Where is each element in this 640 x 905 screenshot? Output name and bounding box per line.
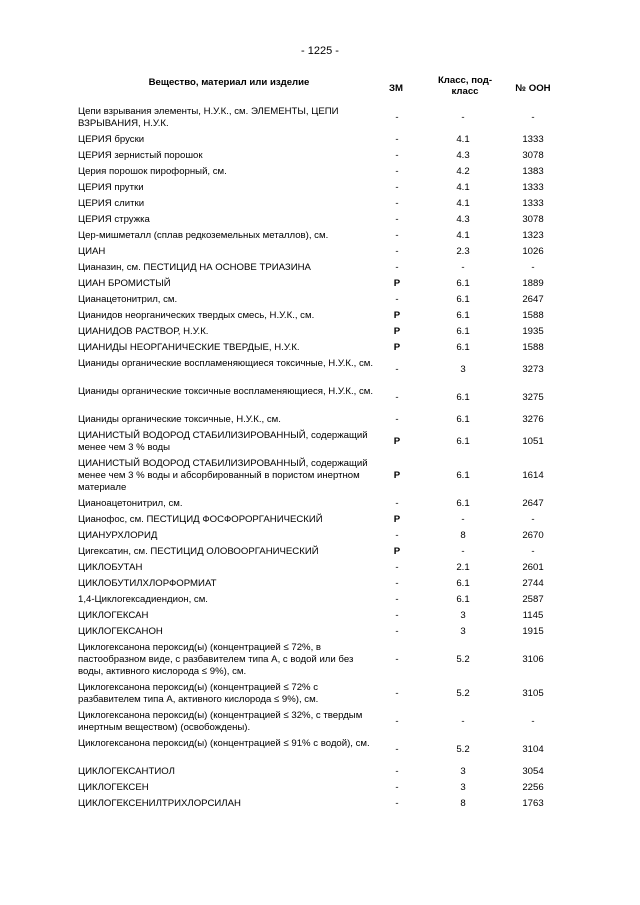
table-row	[78, 456, 558, 496]
row-class: 6.1	[456, 436, 470, 447]
row-class: 6.1	[456, 578, 470, 589]
table-row	[78, 640, 558, 680]
row-un-number: 1614	[522, 470, 544, 481]
table-row	[78, 412, 558, 428]
row-substance: Цианофос, см. ПЕСТИЦИД ФОСФОРОРГАНИЧЕСКИЙ	[78, 514, 323, 525]
row-zm: -	[395, 716, 399, 727]
table-row	[78, 244, 558, 260]
table-header	[78, 75, 558, 103]
table-row	[78, 560, 558, 576]
row-class: 5.2	[456, 688, 470, 699]
row-class: 4.1	[456, 198, 470, 209]
row-substance: ЦИАНИСТЫЙ ВОДОРОД СТАБИЛИЗИРОВАННЫЙ, содержащий менее чем 3 % воды	[78, 430, 368, 453]
row-class: 3	[460, 364, 466, 375]
row-class: 6.1	[456, 326, 470, 337]
table-row	[78, 212, 558, 228]
row-un-number: 2601	[522, 562, 544, 573]
row-class: 2.1	[456, 562, 470, 573]
row-class: 6.1	[456, 470, 470, 481]
row-zm: -	[395, 744, 399, 755]
row-substance: Церия порошок пирофорный, см.	[78, 166, 227, 177]
header-class	[430, 75, 500, 97]
row-zm: -	[395, 798, 399, 809]
row-class: 6.1	[456, 498, 470, 509]
page-number: - 1225 -	[301, 45, 339, 57]
row-substance: Цианидов неорганических твердых смесь, Н.У.К., см.	[78, 310, 315, 321]
row-substance: ЦЕРИЯ прутки	[78, 182, 144, 193]
table-row	[78, 496, 558, 512]
table-row	[78, 680, 558, 708]
row-zm: -	[395, 688, 399, 699]
row-un-number: 1333	[522, 134, 544, 145]
row-un-number: 1145	[522, 610, 544, 621]
row-substance: ЦИАН	[78, 246, 106, 257]
row-substance: ЦЕРИЯ слитки	[78, 198, 145, 209]
table-row	[78, 708, 558, 736]
table-row	[78, 736, 558, 764]
row-un-number: 1333	[522, 182, 544, 193]
row-substance: ЦИАНИСТЫЙ ВОДОРОД СТАБИЛИЗИРОВАННЫЙ, содержащий менее чем 3 % воды и абсорбированный в пористом инертном материале	[78, 458, 368, 493]
row-un-number: 3104	[522, 744, 544, 755]
header-class-line1: Класс, под-	[437, 75, 493, 86]
row-substance: ЦИАНИДОВ РАСТВОР, Н.У.К.	[78, 326, 209, 337]
row-un-number: -	[531, 514, 535, 525]
row-un-number: 2744	[522, 578, 544, 589]
row-zm: -	[395, 230, 399, 241]
row-zm: -	[395, 610, 399, 621]
table-row	[78, 324, 558, 340]
row-zm: -	[395, 294, 399, 305]
row-zm: P	[393, 546, 401, 557]
row-class: 3	[460, 782, 466, 793]
row-zm: P	[393, 326, 401, 337]
row-un-number: 3078	[522, 150, 544, 161]
row-un-number: 3276	[522, 414, 544, 425]
row-substance: Цианиды органические токсичные воспламеняющиеся, Н.У.К., см.	[78, 386, 374, 397]
row-zm: -	[395, 530, 399, 541]
table-row	[78, 512, 558, 528]
row-class: 6.1	[456, 310, 470, 321]
row-zm: -	[395, 150, 399, 161]
row-zm: -	[395, 134, 399, 145]
row-class: 2.3	[456, 246, 470, 257]
row-substance: Циклогексанона пероксид(ы) (концентрацией ≤ 72% с разбавителем типа A, активного кислорода ≤ 9%), см.	[78, 682, 319, 705]
table-row	[78, 340, 558, 356]
row-zm: -	[395, 594, 399, 605]
row-class: 8	[460, 798, 466, 809]
row-substance: ЦИКЛОБУТАН	[78, 562, 143, 573]
row-class: 3	[460, 766, 466, 777]
row-class: 4.1	[456, 134, 470, 145]
row-zm: -	[395, 262, 399, 273]
row-class: 8	[460, 530, 466, 541]
row-un-number: 2256	[522, 782, 544, 793]
row-substance: Циклогексанона пероксид(ы) (концентрацией ≤ 32%, с твердым инертным веществом) (освобождены).	[78, 710, 363, 733]
row-zm: -	[395, 182, 399, 193]
row-substance: ЦИКЛОГЕКСЕН	[78, 782, 149, 793]
row-class: 4.3	[456, 214, 470, 225]
row-un-number: 3273	[522, 364, 544, 375]
row-substance: ЦИКЛОГЕКСЕНИЛТРИХЛОРСИЛАН	[78, 798, 241, 809]
table-row	[78, 180, 558, 196]
row-un-number: -	[531, 262, 535, 273]
row-un-number: 3106	[522, 654, 544, 665]
row-un-number: 2670	[522, 530, 544, 541]
row-un-number: 2647	[522, 498, 544, 509]
row-substance: Цианацетонитрил, см.	[78, 294, 178, 305]
row-substance: Циклогексанона пероксид(ы) (концентрацией ≤ 91% с водой), см.	[78, 738, 370, 749]
row-un-number: 1323	[522, 230, 544, 241]
table-body	[78, 104, 558, 812]
row-un-number: 3275	[522, 392, 544, 403]
row-substance: ЦИАНУРХЛОРИД	[78, 530, 158, 541]
row-substance: ЦЕРИЯ зернистый порошок	[78, 150, 203, 161]
row-zm: -	[395, 578, 399, 589]
row-class: 3	[460, 626, 466, 637]
row-zm: -	[395, 626, 399, 637]
table-row	[78, 132, 558, 148]
row-zm: -	[395, 782, 399, 793]
row-un-number: 1051	[522, 436, 544, 447]
row-substance: Цианазин, см. ПЕСТИЦИД НА ОСНОВЕ ТРИАЗИНА	[78, 262, 311, 273]
row-class: -	[461, 546, 465, 557]
table-row	[78, 384, 558, 412]
row-un-number: 2587	[522, 594, 544, 605]
row-substance: ЦИКЛОГЕКСАНОН	[78, 626, 163, 637]
row-zm: P	[393, 436, 401, 447]
table-row	[78, 260, 558, 276]
row-un-number: -	[531, 112, 535, 123]
row-un-number: 3054	[522, 766, 544, 777]
row-class: -	[461, 262, 465, 273]
table-row	[78, 148, 558, 164]
row-substance: Цианиды органические воспламеняющиеся токсичные, Н.У.К., см.	[78, 358, 374, 369]
row-un-number: 2647	[522, 294, 544, 305]
table-row	[78, 276, 558, 292]
row-un-number: 3105	[522, 688, 544, 699]
row-un-number: 1588	[522, 342, 544, 353]
row-class: 4.2	[456, 166, 470, 177]
row-zm: -	[395, 198, 399, 209]
row-substance: ЦИКЛОГЕКСАНТИОЛ	[78, 766, 175, 777]
table-row	[78, 576, 558, 592]
row-un-number: 1935	[522, 326, 544, 337]
header-zm: ЗМ	[388, 83, 403, 94]
table-row	[78, 104, 558, 132]
table-row	[78, 592, 558, 608]
row-zm: -	[395, 414, 399, 425]
row-substance: ЦИКЛОБУТИЛХЛОРФОРМИАТ	[78, 578, 217, 589]
row-substance: Цер-мишметалл (сплав редкоземельных металлов), см.	[78, 230, 329, 241]
row-class: 6.1	[456, 342, 470, 353]
row-class: 5.2	[456, 744, 470, 755]
row-un-number: -	[531, 546, 535, 557]
row-un-number: 1333	[522, 198, 544, 209]
row-un-number: 1915	[522, 626, 544, 637]
row-class: 4.1	[456, 230, 470, 241]
table-row	[78, 428, 558, 456]
row-zm: P	[393, 310, 401, 321]
row-class: 6.1	[456, 414, 470, 425]
row-un-number: 1383	[522, 166, 544, 177]
row-class: 5.2	[456, 654, 470, 665]
table-row	[78, 624, 558, 640]
table-row	[78, 196, 558, 212]
row-zm: P	[393, 514, 401, 525]
table-row	[78, 796, 558, 812]
table-row	[78, 608, 558, 624]
row-substance: ЦИКЛОГЕКСАН	[78, 610, 149, 621]
row-un-number: 1026	[522, 246, 544, 257]
row-substance: ЦИАН БРОМИСТЫЙ	[78, 278, 171, 289]
table-row	[78, 164, 558, 180]
row-zm: -	[395, 392, 399, 403]
row-substance: ЦЕРИЯ стружка	[78, 214, 150, 225]
row-class: 6.1	[456, 392, 470, 403]
row-zm: -	[395, 214, 399, 225]
row-zm: -	[395, 112, 399, 123]
row-substance: Цигексатин, см. ПЕСТИЦИД ОЛОВООРГАНИЧЕСКИЙ	[78, 546, 319, 557]
row-un-number: -	[531, 716, 535, 727]
row-zm: P	[393, 470, 401, 481]
row-class: -	[461, 514, 465, 525]
table-row	[78, 228, 558, 244]
row-substance: Цианиды органические токсичные, Н.У.К., см.	[78, 414, 281, 425]
row-substance: ЦИАНИДЫ НЕОРГАНИЧЕСКИЕ ТВЕРДЫЕ, Н.У.К.	[78, 342, 300, 353]
row-class: -	[461, 112, 465, 123]
table-row	[78, 356, 558, 384]
row-zm: -	[395, 766, 399, 777]
row-zm: -	[395, 498, 399, 509]
row-substance: 1,4-Циклогексадиендион, см.	[78, 594, 208, 605]
row-un-number: 1588	[522, 310, 544, 321]
table-row	[78, 544, 558, 560]
table-row	[78, 308, 558, 324]
row-class: 4.3	[456, 150, 470, 161]
row-class: 4.1	[456, 182, 470, 193]
row-zm: P	[393, 278, 401, 289]
row-zm: -	[395, 246, 399, 257]
table-row	[78, 528, 558, 544]
row-zm: -	[395, 166, 399, 177]
table-row	[78, 764, 558, 780]
row-zm: -	[395, 562, 399, 573]
row-zm: -	[395, 364, 399, 375]
row-class: -	[461, 716, 465, 727]
row-un-number: 1763	[522, 798, 544, 809]
row-un-number: 1889	[522, 278, 544, 289]
row-class: 6.1	[456, 594, 470, 605]
row-substance: Циклогексанона пероксид(ы) (концентрацией ≤ 72%, в пастообразном виде, с разбавителем типа A, с водой или без воды, активного кислорода ≤ 9%), см.	[78, 642, 354, 677]
table-row	[78, 780, 558, 796]
header-substance: Вещество, материал или изделие	[148, 77, 310, 88]
row-zm: P	[393, 342, 401, 353]
row-substance: ЦЕРИЯ бруски	[78, 134, 145, 145]
row-substance: Цианоацетонитрил, см.	[78, 498, 183, 509]
row-substance: Цепи взрывания элементы, Н.У.К., см. ЭЛЕМЕНТЫ, ЦЕПИ ВЗРЫВАНИЯ, Н.У.К.	[78, 106, 339, 129]
row-zm: -	[395, 654, 399, 665]
header-class-line2: класс	[451, 86, 479, 97]
header-un-number: № ООН	[515, 83, 551, 94]
row-class: 6.1	[456, 278, 470, 289]
table-row	[78, 292, 558, 308]
row-un-number: 3078	[522, 214, 544, 225]
row-class: 6.1	[456, 294, 470, 305]
row-class: 3	[460, 610, 466, 621]
